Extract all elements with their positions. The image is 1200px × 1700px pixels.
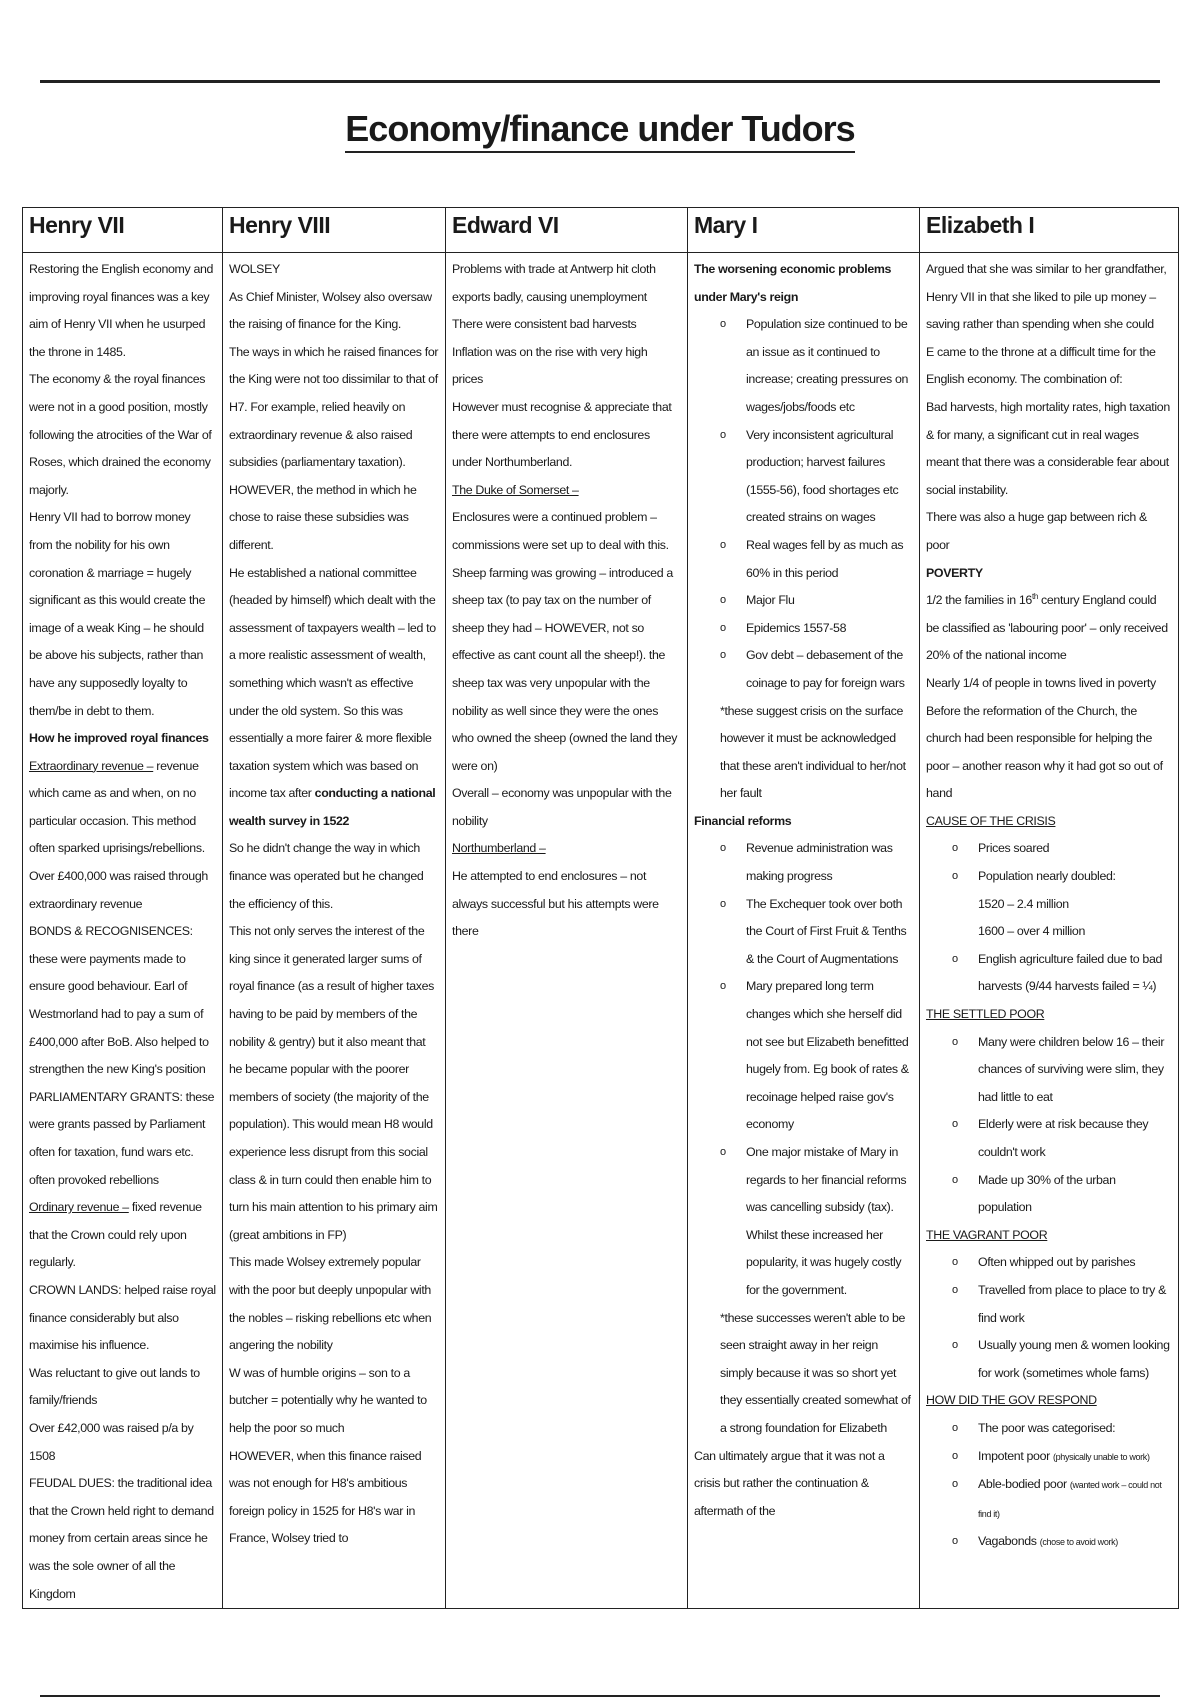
- section-heading: How he improved royal finances: [29, 731, 209, 746]
- list-item: o Major Flu: [694, 587, 913, 615]
- text-paragraph: Problems with trade at Antwerp hit cloth exports badly, causing unemployment: [452, 262, 656, 304]
- text-run: Impotent poor: [978, 1448, 1053, 1463]
- list-item: o Travelled from place to place to try & find work: [926, 1277, 1172, 1332]
- small-note: (wanted work – could not find it): [978, 1480, 1162, 1519]
- bottom-rule: [40, 1695, 1160, 1697]
- tudor-comparison-table: [22, 207, 1179, 1609]
- text-paragraph: Overall – economy was unpopular with the nobility: [452, 786, 672, 828]
- text-paragraph: PARLIAMENTARY GRANTS: these were grants passed by Parliament often for taxation, fund wars etc. often provoked rebellions: [29, 1089, 215, 1187]
- text-paragraph: Restoring the English economy and improving royal finances was a key aim of Henry VII when he usurped the throne in 1485.: [29, 262, 214, 359]
- term-label: Extraordinary revenue –: [29, 758, 154, 773]
- list-item: o Population nearly doubled:: [926, 863, 1172, 891]
- list-item: o The poor was categorised:: [926, 1415, 1172, 1443]
- text-paragraph: Over £400,000 was raised through extraordinary revenue: [29, 869, 208, 911]
- list-item: [926, 1471, 1172, 1528]
- text-paragraph: [229, 560, 439, 836]
- text-run: century England could be classified as 'labouring poor' – only received 20% of the national income: [926, 593, 1168, 663]
- section-heading: THE VAGRANT POOR: [926, 1227, 1048, 1242]
- superscript: th: [1031, 592, 1038, 601]
- header-row: [23, 208, 1179, 253]
- list-item: o Made up 30% of the urban population: [926, 1167, 1172, 1222]
- text-paragraph: WOLSEY: [229, 262, 280, 276]
- section-heading: The worsening economic problems under Mary's reign: [694, 262, 892, 304]
- top-rule: [40, 80, 1160, 83]
- text-paragraph: CROWN LANDS: helped raise royal finance considerably but also maximise his influence.: [29, 1282, 216, 1353]
- bold-run: conducting a national wealth survey in 1522: [229, 786, 436, 828]
- header-henry7: Henry VII: [23, 208, 223, 253]
- section-heading: The Duke of Somerset –: [452, 482, 579, 497]
- list-item: o Often whipped out by parishes: [926, 1249, 1172, 1277]
- text-paragraph: Over £42,000 was raised p/a by 1508: [29, 1420, 194, 1463]
- text-paragraph: However must recognise & appreciate that there were attempts to end enclosures under Northumberland.: [452, 399, 672, 470]
- list-item: o Gov debt – debasement of the coinage to pay for foreign wars: [694, 642, 913, 697]
- text-paragraph: [29, 753, 216, 863]
- list-item: [926, 1528, 1172, 1557]
- section-heading: Northumberland –: [452, 841, 546, 856]
- small-note: (chose to avoid work): [1039, 1537, 1118, 1548]
- section-heading: HOW DID THE GOV RESPOND: [926, 1393, 1097, 1408]
- section-heading: Financial reforms: [694, 813, 792, 828]
- list-item: [926, 1443, 1172, 1472]
- text-paragraph: FEUDAL DUES: the traditional idea that the Crown held right to demand money from certain areas since he was the sole owner of all the Kingdom: [29, 1476, 214, 1601]
- text-paragraph: Before the reformation of the Church, the church had been responsible for helping the poor – another reason why it had got so out of hand: [926, 703, 1163, 801]
- text-paragraph: [29, 1194, 216, 1277]
- list-item: o Many were children below 16 – their chances of surviving were slim, they had little to eat: [926, 1029, 1172, 1112]
- header-henry8: Henry VIII: [223, 208, 446, 253]
- header-mary1: Mary I: [688, 208, 920, 253]
- list-item: o Prices soared: [926, 835, 1172, 863]
- text-paragraph: There were consistent bad harvests: [452, 317, 637, 332]
- footnote: *these suggest crisis on the surface however it must be acknowledged that these aren't individual to her/not her fault: [720, 703, 906, 801]
- term-definition: fixed revenue that the Crown could rely upon regularly.: [29, 1200, 202, 1270]
- text-paragraph: HOWEVER, when this finance raised was not enough for H8's ambitious foreign policy in 1525 for H8's war in France, Wolsey tried to: [229, 1448, 422, 1546]
- text-paragraph: Enclosures were a continued problem – commissions were set up to deal with this. Sheep farming was growing – introduced a sheep tax (to pay tax on the number of sheep they had – HOWEVER, not so effective as cant count all the sheep!). the sheep tax was very unpopular with the nobility as well since they were the ones who owned the sheep (owned the land they were on): [452, 510, 678, 773]
- list-item: o Elderly were at risk because they couldn't work: [926, 1111, 1172, 1166]
- list-item: o Usually young men & women looking for work (sometimes whole fams): [926, 1332, 1172, 1387]
- list-item: o One major mistake of Mary in regards to her financial reforms was cancelling subsidy (tax). Whilst these increased her popularity, it was hugely costly for the government.: [694, 1139, 913, 1305]
- text-run: Vagabonds: [978, 1534, 1040, 1549]
- text-paragraph: As Chief Minister, Wolsey also oversaw the raising of finance for the King.: [229, 289, 432, 332]
- list-item: o Mary prepared long term changes which she herself did not see but Elizabeth benefitted hugely from. Eg book of rates & recoinage helped raise gov's economy: [694, 973, 913, 1139]
- text-run: He established a national committee (headed by himself) which dealt with the assessment of taxpayers wealth – led to a more realistic assessment of wealth, something which wasn't as effective under the old system. So this was essentially a more fairer & more flexible taxation system which was based on income tax after: [229, 565, 436, 801]
- text-paragraph: Bad harvests, high mortality rates, high taxation & for many, a significant cut in real wages meant that there was a considerable fear about social instability.: [926, 399, 1170, 497]
- content-row: [23, 253, 1179, 1609]
- list-subitem: 1520 – 2.4 million: [978, 896, 1069, 911]
- text-paragraph: Was reluctant to give out lands to family/friends: [29, 1365, 200, 1408]
- text-paragraph: This made Wolsey extremely popular with the poor but deeply unpopular with the nobles – risking rebellions etc when angering the nobility: [229, 1255, 432, 1353]
- page-title: Economy/finance under Tudors: [0, 108, 1200, 150]
- text-paragraph: He attempted to end enclosures – not always successful but his attempts were there: [452, 869, 659, 939]
- cell-mary1: [688, 253, 920, 1609]
- header-elizabeth1: Elizabeth I: [920, 208, 1179, 253]
- text-paragraph: Inflation was on the rise with very high prices: [452, 344, 648, 387]
- text-paragraph: Argued that she was similar to her grandfather, Henry VII in that she liked to pile up money – saving rather than spending when she could: [926, 262, 1167, 332]
- cell-henry8: [223, 253, 446, 1609]
- footnote: *these successes weren't able to be seen straight away in her reign simply because it was so short yet they essentially created somewhat of a strong foundation for Elizabeth: [720, 1310, 911, 1435]
- term-definition: revenue which came as and when, on no particular occasion. This method often sparked uprisings/rebellions.: [29, 758, 205, 856]
- small-note: (physically unable to work): [1053, 1451, 1150, 1462]
- text-paragraph: [926, 587, 1172, 670]
- list-item: o Real wages fell by as much as 60% in this period: [694, 532, 913, 587]
- text-paragraph: There was also a huge gap between rich & poor: [926, 510, 1147, 552]
- cell-elizabeth1: [920, 253, 1179, 1609]
- text-paragraph: Henry VII had to borrow money from the nobility for his own coronation & marriage = hugely significant as this would create the image of a weak King – he should be above his subjects, rather than have any supposedly loyalty to them/be in debt to them.: [29, 510, 206, 718]
- text-paragraph: The ways in which he raised finances for the King were not too dissimilar to that of H7. For example, relied heavily on extraordinary revenue & also raised subsidies (parliamentary taxation). HOWEVER, the method in which he chose to raise these subsidies was different.: [229, 344, 439, 552]
- text-paragraph: Nearly 1/4 of people in towns lived in poverty: [926, 675, 1156, 690]
- cell-edward6: [446, 253, 688, 1609]
- list-item: o The Exchequer took over both the Court of First Fruit & Tenths & the Court of Augmentations: [694, 891, 913, 974]
- section-heading: CAUSE OF THE CRISIS: [926, 813, 1056, 828]
- text-run: 1/2 the families in 16: [926, 593, 1032, 608]
- text-paragraph: The economy & the royal finances were not in a good position, mostly following the atrocities of the War of Roses, which drained the economy majorly.: [29, 372, 212, 497]
- list-item: o Population size continued to be an issue as it continued to increase; creating pressures on wages/jobs/foods etc: [694, 311, 913, 421]
- term-label: Ordinary revenue –: [29, 1200, 129, 1215]
- cell-henry7: [23, 253, 223, 1609]
- header-edward6: Edward VI: [446, 208, 688, 253]
- list-subitem: 1600 – over 4 million: [978, 924, 1085, 939]
- section-heading: POVERTY: [926, 565, 983, 580]
- text-paragraph: W was of humble origins – son to a butcher = potentially why he wanted to help the poor so much: [229, 1365, 427, 1435]
- list-item: o Very inconsistent agricultural production; harvest failures (1555-56), food shortages etc created strains on wages: [694, 422, 913, 532]
- text-paragraph: This not only serves the interest of the king since it generated larger sums of royal finance (as a result of higher taxes having to be paid by members of the nobility & gentry) but it also meant that he became popular with the poorer members of society (the majority of the population). This would mean H8 would experience less disrupt from this social class & in turn could then enable him to turn his main attention to his primary aim (great ambitions in FP): [229, 924, 438, 1242]
- list-item: o Revenue administration was making progress: [694, 835, 913, 890]
- text-run: Able-bodied poor: [978, 1477, 1070, 1492]
- section-heading: THE SETTLED POOR: [926, 1007, 1045, 1022]
- list-item: o Epidemics 1557-58: [694, 615, 913, 643]
- text-paragraph: E came to the throne at a difficult time for the English economy. The combination of:: [926, 344, 1156, 387]
- text-paragraph: Can ultimately argue that it was not a crisis but rather the continuation & aftermath of the: [694, 1448, 885, 1518]
- text-paragraph: So he didn't change the way in which finance was operated but he changed the efficiency of this.: [229, 841, 424, 911]
- text-paragraph: BONDS & RECOGNISENCES: these were payments made to ensure good behaviour. Earl of Westmorland had to pay a sum of £400,000 after BoB. Also helped to strengthen the new King's position: [29, 924, 209, 1077]
- list-item: o English agriculture failed due to bad harvests (9/44 harvests failed = ¼): [926, 946, 1172, 1001]
